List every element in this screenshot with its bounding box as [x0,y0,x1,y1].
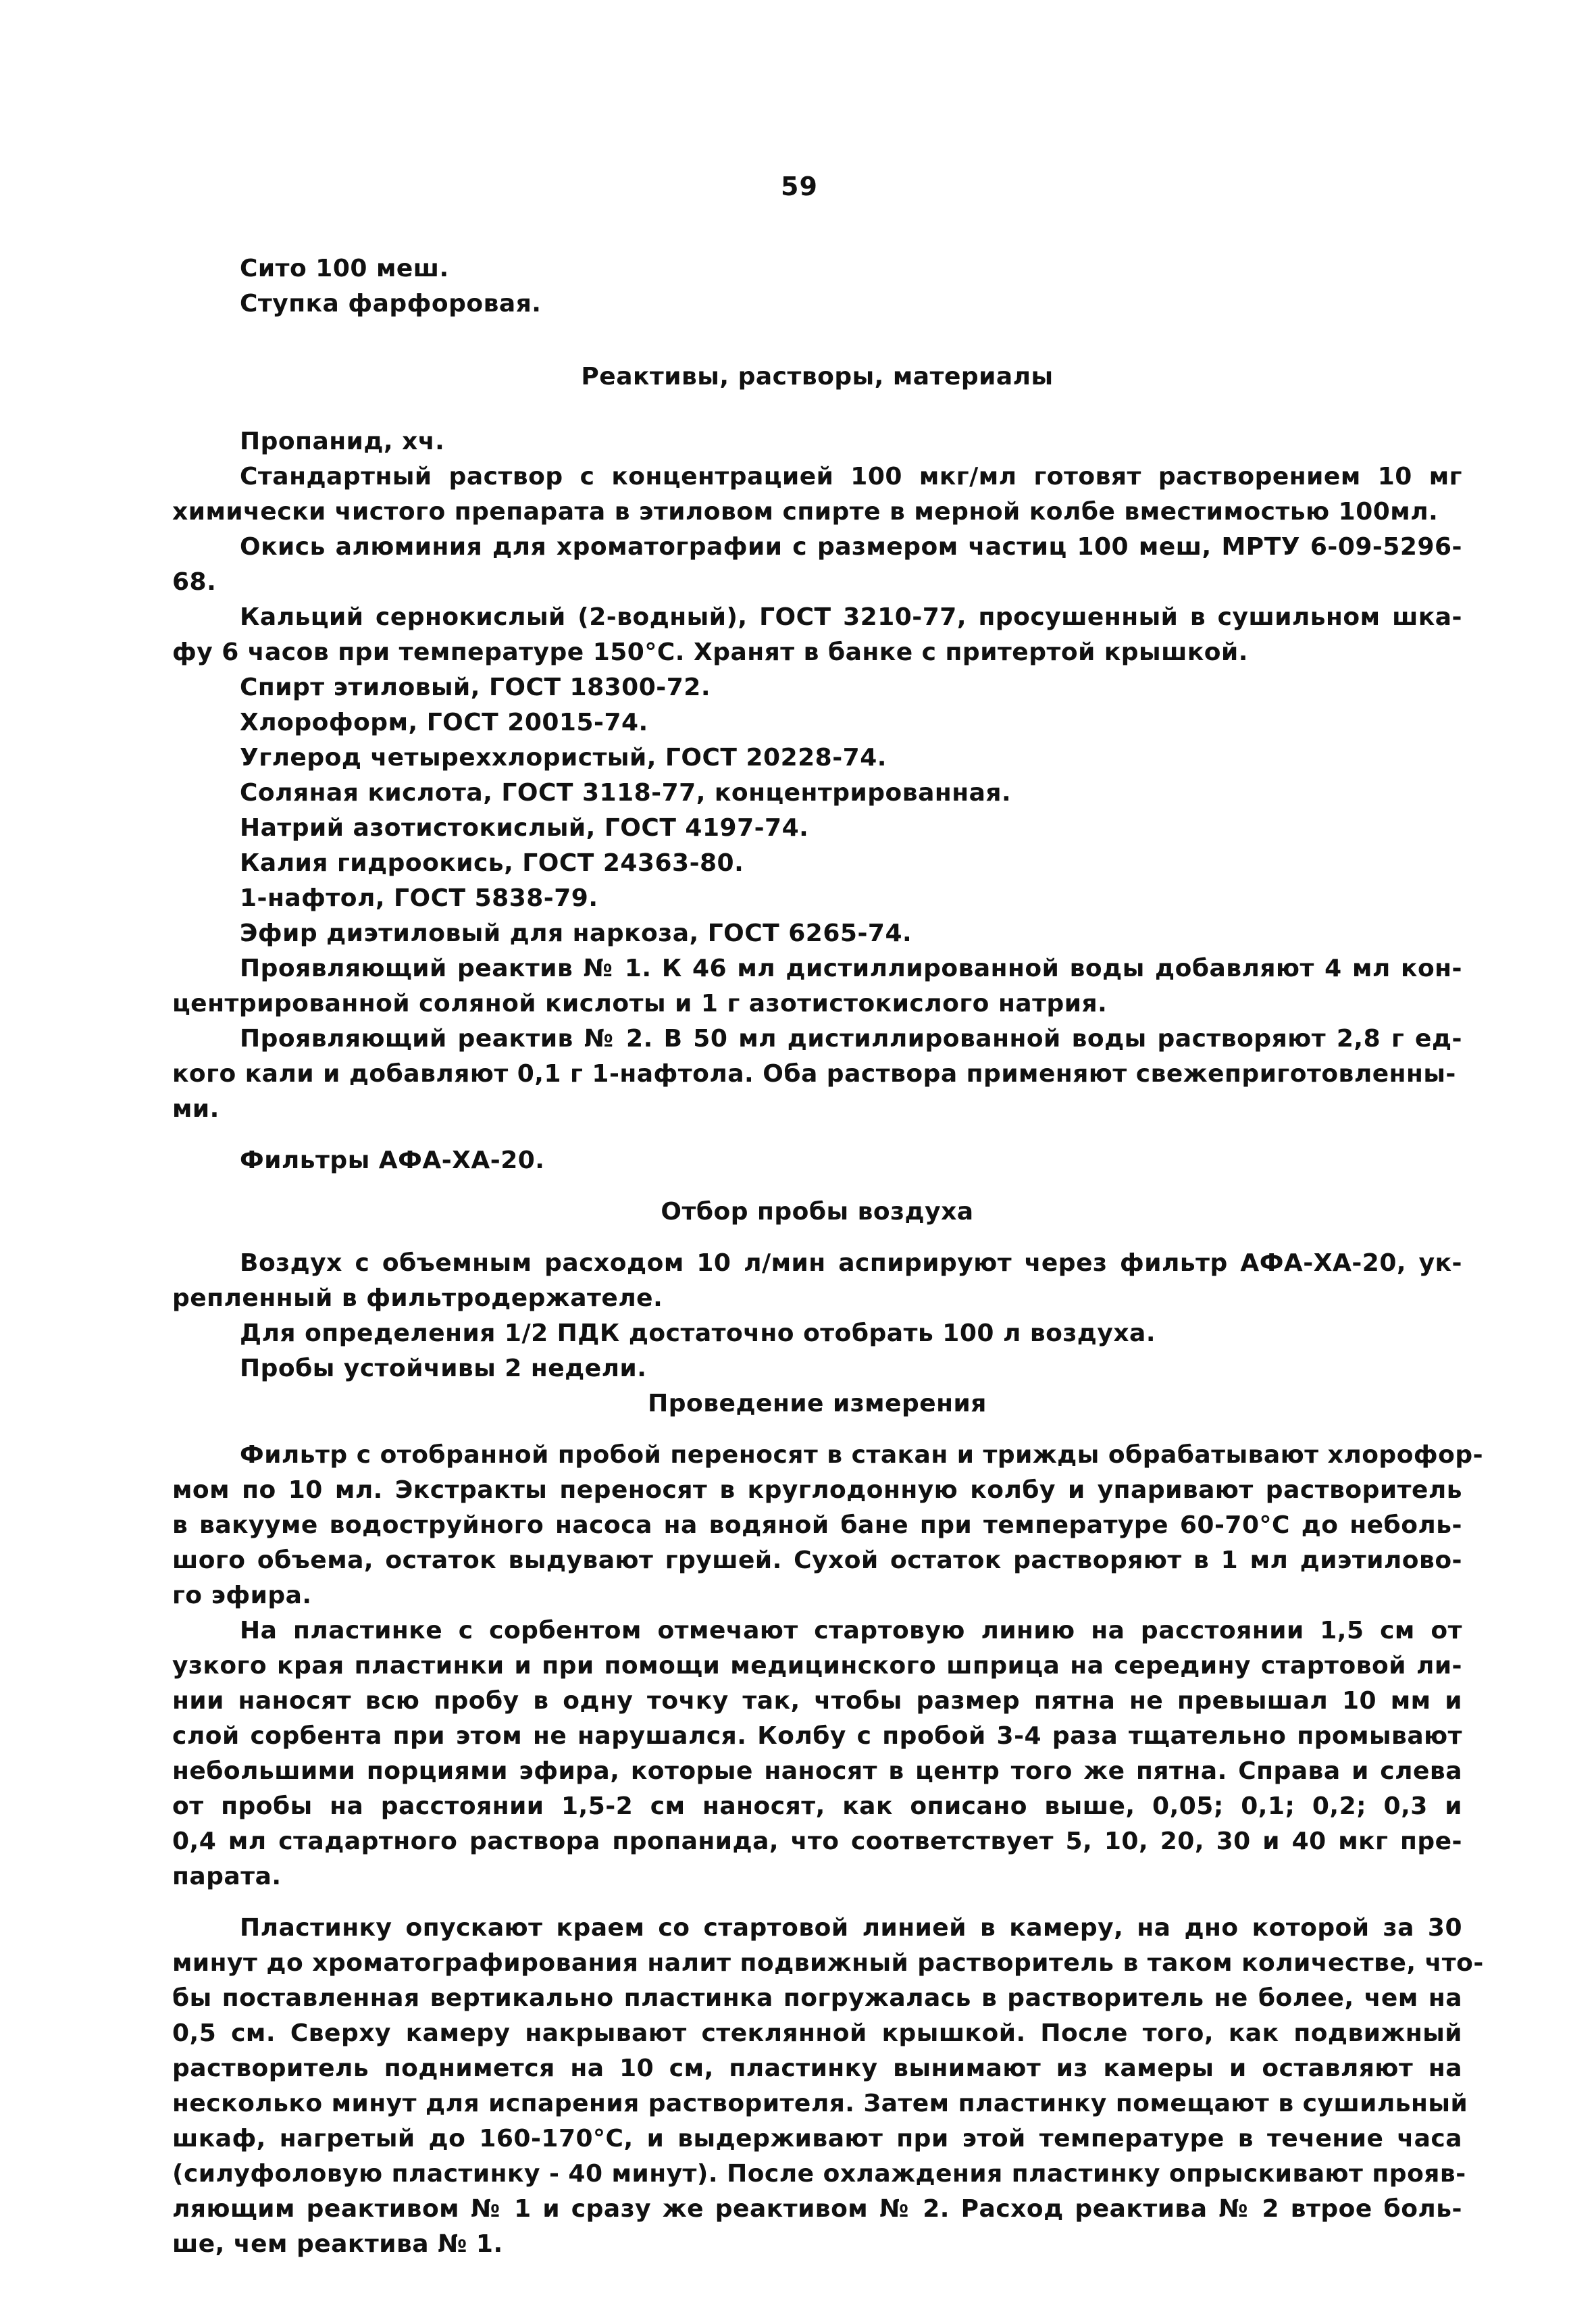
text-line: Фильтры АФА-ХА-20. [240,1147,545,1174]
document-body [172,251,1484,2262]
text-line: 0,4 мл стадартного раствора пропанида, что соответствует 5, 10, 20, 30 и 40 мкг пре- [172,1828,1462,1855]
text-line: 0,5 см. Сверху камеру накрывают стеклянной крышкой. После того, как подвижный [172,2019,1462,2047]
text-line: 68. [172,568,217,596]
text-line: химически чистого препарата в этиловом спирте в мерной колбе вместимостью 100мл. [172,498,1439,526]
text-line: минут до хроматографирования налит подвижный растворитель в таком количестве, что- [172,1949,1484,1977]
text-line: парата. [172,1863,282,1890]
section-heading-reagents: Реактивы, растворы, материалы [581,363,1054,391]
text-line: Проявляющий реактив № 2. В 50 мл дистиллированной воды растворяют 2,8 г ед- [240,1025,1462,1053]
text-line: Сито 100 меш. [240,255,449,282]
text-line: репленный в фильтродержателе. [172,1284,663,1312]
text-line: от пробы на расстоянии 1,5-2 см наносят, как описано выше, 0,05; 0,1; 0,2; 0,3 и [172,1792,1462,1820]
text-line: кого кали и добавляют 0,1 г 1-нафтола. Оба раствора применяют свежеприготовленны- [172,1060,1456,1088]
text-line: в вакууме водоструйного насоса на водяной бане при температуре 60-70°С до неболь- [172,1511,1462,1539]
text-line: Воздух с объемным расходом 10 л/мин аспирируют через фильтр АФА-ХА-20, ук- [240,1249,1462,1277]
text-line: небольшими порциями эфира, которые наносят в центр того же пятна. Справа и слева [172,1757,1462,1785]
text-line: Кальций сернокислый (2-водный), ГОСТ 3210-77, просушенный в сушильном шка- [240,603,1462,631]
text-line: го эфира. [172,1582,312,1609]
section-heading-air-sampling: Отбор пробы воздуха [661,1198,974,1226]
text-line: Пластинку опускают краем со стартовой линией в камеру, на дно которой за 30 [240,1914,1462,1942]
text-line: Хлороформ, ГОСТ 20015-74. [240,709,648,736]
text-line: ми. [172,1095,220,1123]
text-line: Пропанид, хч. [240,428,445,455]
text-line: шого объема, остаток выдувают грушей. Сухой остаток растворяют в 1 мл диэтилово- [172,1546,1462,1574]
text-line: шкаф, нагретый до 160-170°С, и выдерживают при этой температуре в течение часа [172,2125,1462,2153]
text-line: Для определения 1/2 ПДК достаточно отобрать 100 л воздуха. [240,1319,1156,1347]
text-line: Проявляющий реактив № 1. К 46 мл дистиллированной воды добавляют 4 мл кон- [240,955,1462,982]
section-heading-measurement: Проведение измерения [648,1390,987,1417]
text-line: Стандартный раствор с концентрацией 100 мкг/мл готовят растворением 10 мг [240,463,1462,491]
text-line: нии наносят всю пробу в одну точку так, чтобы размер пятна не превышал 10 мм и [172,1687,1462,1715]
text-line: фу 6 часов при температуре 150°С. Хранят в банке с притертой крышкой. [172,638,1248,666]
text-line: Пробы устойчивы 2 недели. [240,1355,647,1382]
text-line: Натрий азотистокислый, ГОСТ 4197-74. [240,814,809,842]
text-line: Спирт этиловый, ГОСТ 18300-72. [240,674,711,701]
text-line: узкого края пластинки и при помощи медицинского шприца на середину стартовой ли- [172,1652,1462,1680]
text-line: Калия гидроокись, ГОСТ 24363-80. [240,849,744,877]
text-line: (силуфоловую пластинку - 40 минут). После охлаждения пластинку опрыскивают прояв- [172,2160,1466,2188]
text-line: бы поставленная вертикально пластинка погружалась в растворитель не более, чем на [172,1984,1462,2012]
text-line: 1-нафтол, ГОСТ 5838-79. [240,884,598,912]
text-line: слой сорбента при этом не нарушался. Колбу с пробой 3-4 раза тщательно промывают [172,1722,1462,1750]
text-line: Ступка фарфоровая. [240,290,542,318]
text-line: ше, чем реактива № 1. [172,2230,503,2258]
text-line: Фильтр с отобранной пробой переносят в стакан и трижды обрабатывают хлорофор- [240,1441,1484,1469]
text-line: На пластинке с сорбентом отмечают стартовую линию на расстоянии 1,5 см от [240,1617,1462,1644]
text-line: центрированной соляной кислоты и 1 г азотистокислого натрия. [172,990,1108,1017]
text-line: мом по 10 мл. Экстракты переносят в круглодонную колбу и упаривают растворитель [172,1476,1462,1504]
text-line: несколько минут для испарения растворителя. Затем пластинку помещают в сушильный [172,2090,1468,2117]
text-line: растворитель поднимется на 10 см, пластинку вынимают из камеры и оставляют на [172,2055,1462,2082]
text-line: Соляная кислота, ГОСТ 3118-77, концентрированная. [240,779,1012,807]
text-line: Эфир диэтиловый для наркоза, ГОСТ 6265-74. [240,920,912,947]
text-line: ляющим реактивом № 1 и сразу же реактивом № 2. Расход реактива № 2 втрое боль- [172,2195,1462,2223]
text-line: Углерод четыреххлористый, ГОСТ 20228-74. [240,744,887,772]
text-line: Окись алюминия для хроматографии с размером частиц 100 меш, МРТУ 6-09-5296- [240,533,1462,561]
page-number: 59 [781,172,818,201]
